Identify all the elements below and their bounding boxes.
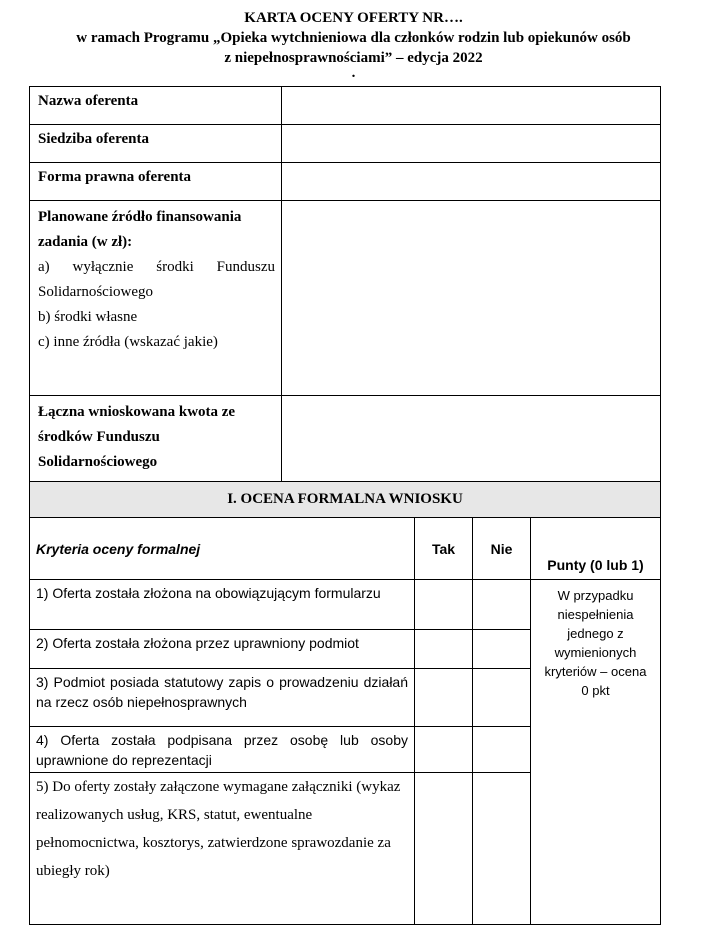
row-total-amount (30, 396, 661, 482)
criterion-5-text: 5) Do oferty zostały załączone wymagane załączniki (wykaz realizowanych usług, KRS, statut, ewentualne pełnomocnictwa, kosztorys, zatwierdzone sprawozdanie za ubiegły rok) (30, 773, 415, 925)
row-funding-source (30, 201, 661, 396)
criterion-5-yes-cell[interactable] (415, 773, 473, 925)
funding-option-a-2: Solidarnościowego (38, 284, 153, 300)
funding-option-c: c) inne źródła (wskazać jakie) (38, 334, 218, 350)
criterion-4-text: 4) Oferta została podpisana przez osobę lub osoby uprawnione do reprezentacji (30, 727, 415, 773)
header-dot: . (351, 65, 356, 81)
funding-option-a-1: a) wyłącznie środki Funduszu (38, 259, 275, 275)
funding-source-field[interactable] (282, 201, 661, 396)
row-section-title (30, 482, 661, 518)
criterion-1-yes-cell[interactable] (415, 580, 473, 630)
criterion-3-text: 3) Podmiot posiada statutowy zapis o prowadzeniu działań na rzecz osób niepełnosprawnych (30, 669, 415, 727)
criterion-5-no-cell[interactable] (473, 773, 531, 925)
yes-header: Tak (415, 518, 473, 580)
criterion-2-text: 2) Oferta została złożona przez uprawniony podmiot (30, 630, 415, 669)
document-title: KARTA OCENY OFERTY NR…. (244, 10, 463, 26)
funding-source-label-2: zadania (w zł): (38, 234, 133, 250)
funding-source-cell (30, 201, 282, 396)
offerer-seat-label: Siedziba oferenta (30, 125, 282, 163)
row-offerer-seat (30, 125, 661, 163)
legal-form-label: Forma prawna oferenta (30, 163, 282, 201)
row-legal-form (30, 163, 661, 201)
criterion-row-1 (30, 580, 661, 630)
criterion-4-yes-cell[interactable] (415, 727, 473, 773)
criterion-2-no-cell[interactable] (473, 630, 531, 669)
points-header: Punty (0 lub 1) (531, 518, 661, 580)
offerer-seat-field[interactable] (282, 125, 661, 163)
funding-option-b: b) środki własne (38, 309, 138, 325)
criterion-1-no-cell[interactable] (473, 580, 531, 630)
criterion-2-yes-cell[interactable] (415, 630, 473, 669)
total-amount-label-1: Łączna wnioskowana kwota ze (38, 404, 236, 420)
criterion-3-yes-cell[interactable] (415, 669, 473, 727)
criteria-header: Kryteria oceny formalnej (30, 518, 415, 580)
offerer-name-field[interactable] (282, 87, 661, 125)
points-note: W przypadku niespełnienia jednego z wymienionych kryteriów – ocena 0 pkt (531, 580, 661, 925)
criterion-1-text: 1) Oferta została złożona na obowiązującym formularzu (30, 580, 415, 630)
total-amount-cell (30, 396, 282, 482)
section-title: I. OCENA FORMALNA WNIOSKU (30, 482, 661, 518)
legal-form-field[interactable] (282, 163, 661, 201)
formal-criteria-table (29, 517, 661, 925)
criterion-3-no-cell[interactable] (473, 669, 531, 727)
program-line-2: z niepełnosprawnościami” – edycja 2022 (224, 50, 483, 66)
offerer-name-label: Nazwa oferenta (30, 87, 282, 125)
total-amount-label-2: środków Funduszu (38, 429, 160, 445)
total-amount-field[interactable] (282, 396, 661, 482)
funding-source-label-1: Planowane źródło finansowania (38, 209, 242, 225)
row-offerer-name (30, 87, 661, 125)
total-amount-label-3: Solidarnościowego (38, 454, 158, 470)
document-header (0, 8, 707, 81)
criterion-4-no-cell[interactable] (473, 727, 531, 773)
offer-info-table (29, 86, 661, 518)
program-line-1: w ramach Programu „Opieka wytchnieniowa dla członków rodzin lub opiekunów osób (76, 30, 631, 46)
no-header: Nie (473, 518, 531, 580)
criteria-header-row (30, 518, 661, 580)
